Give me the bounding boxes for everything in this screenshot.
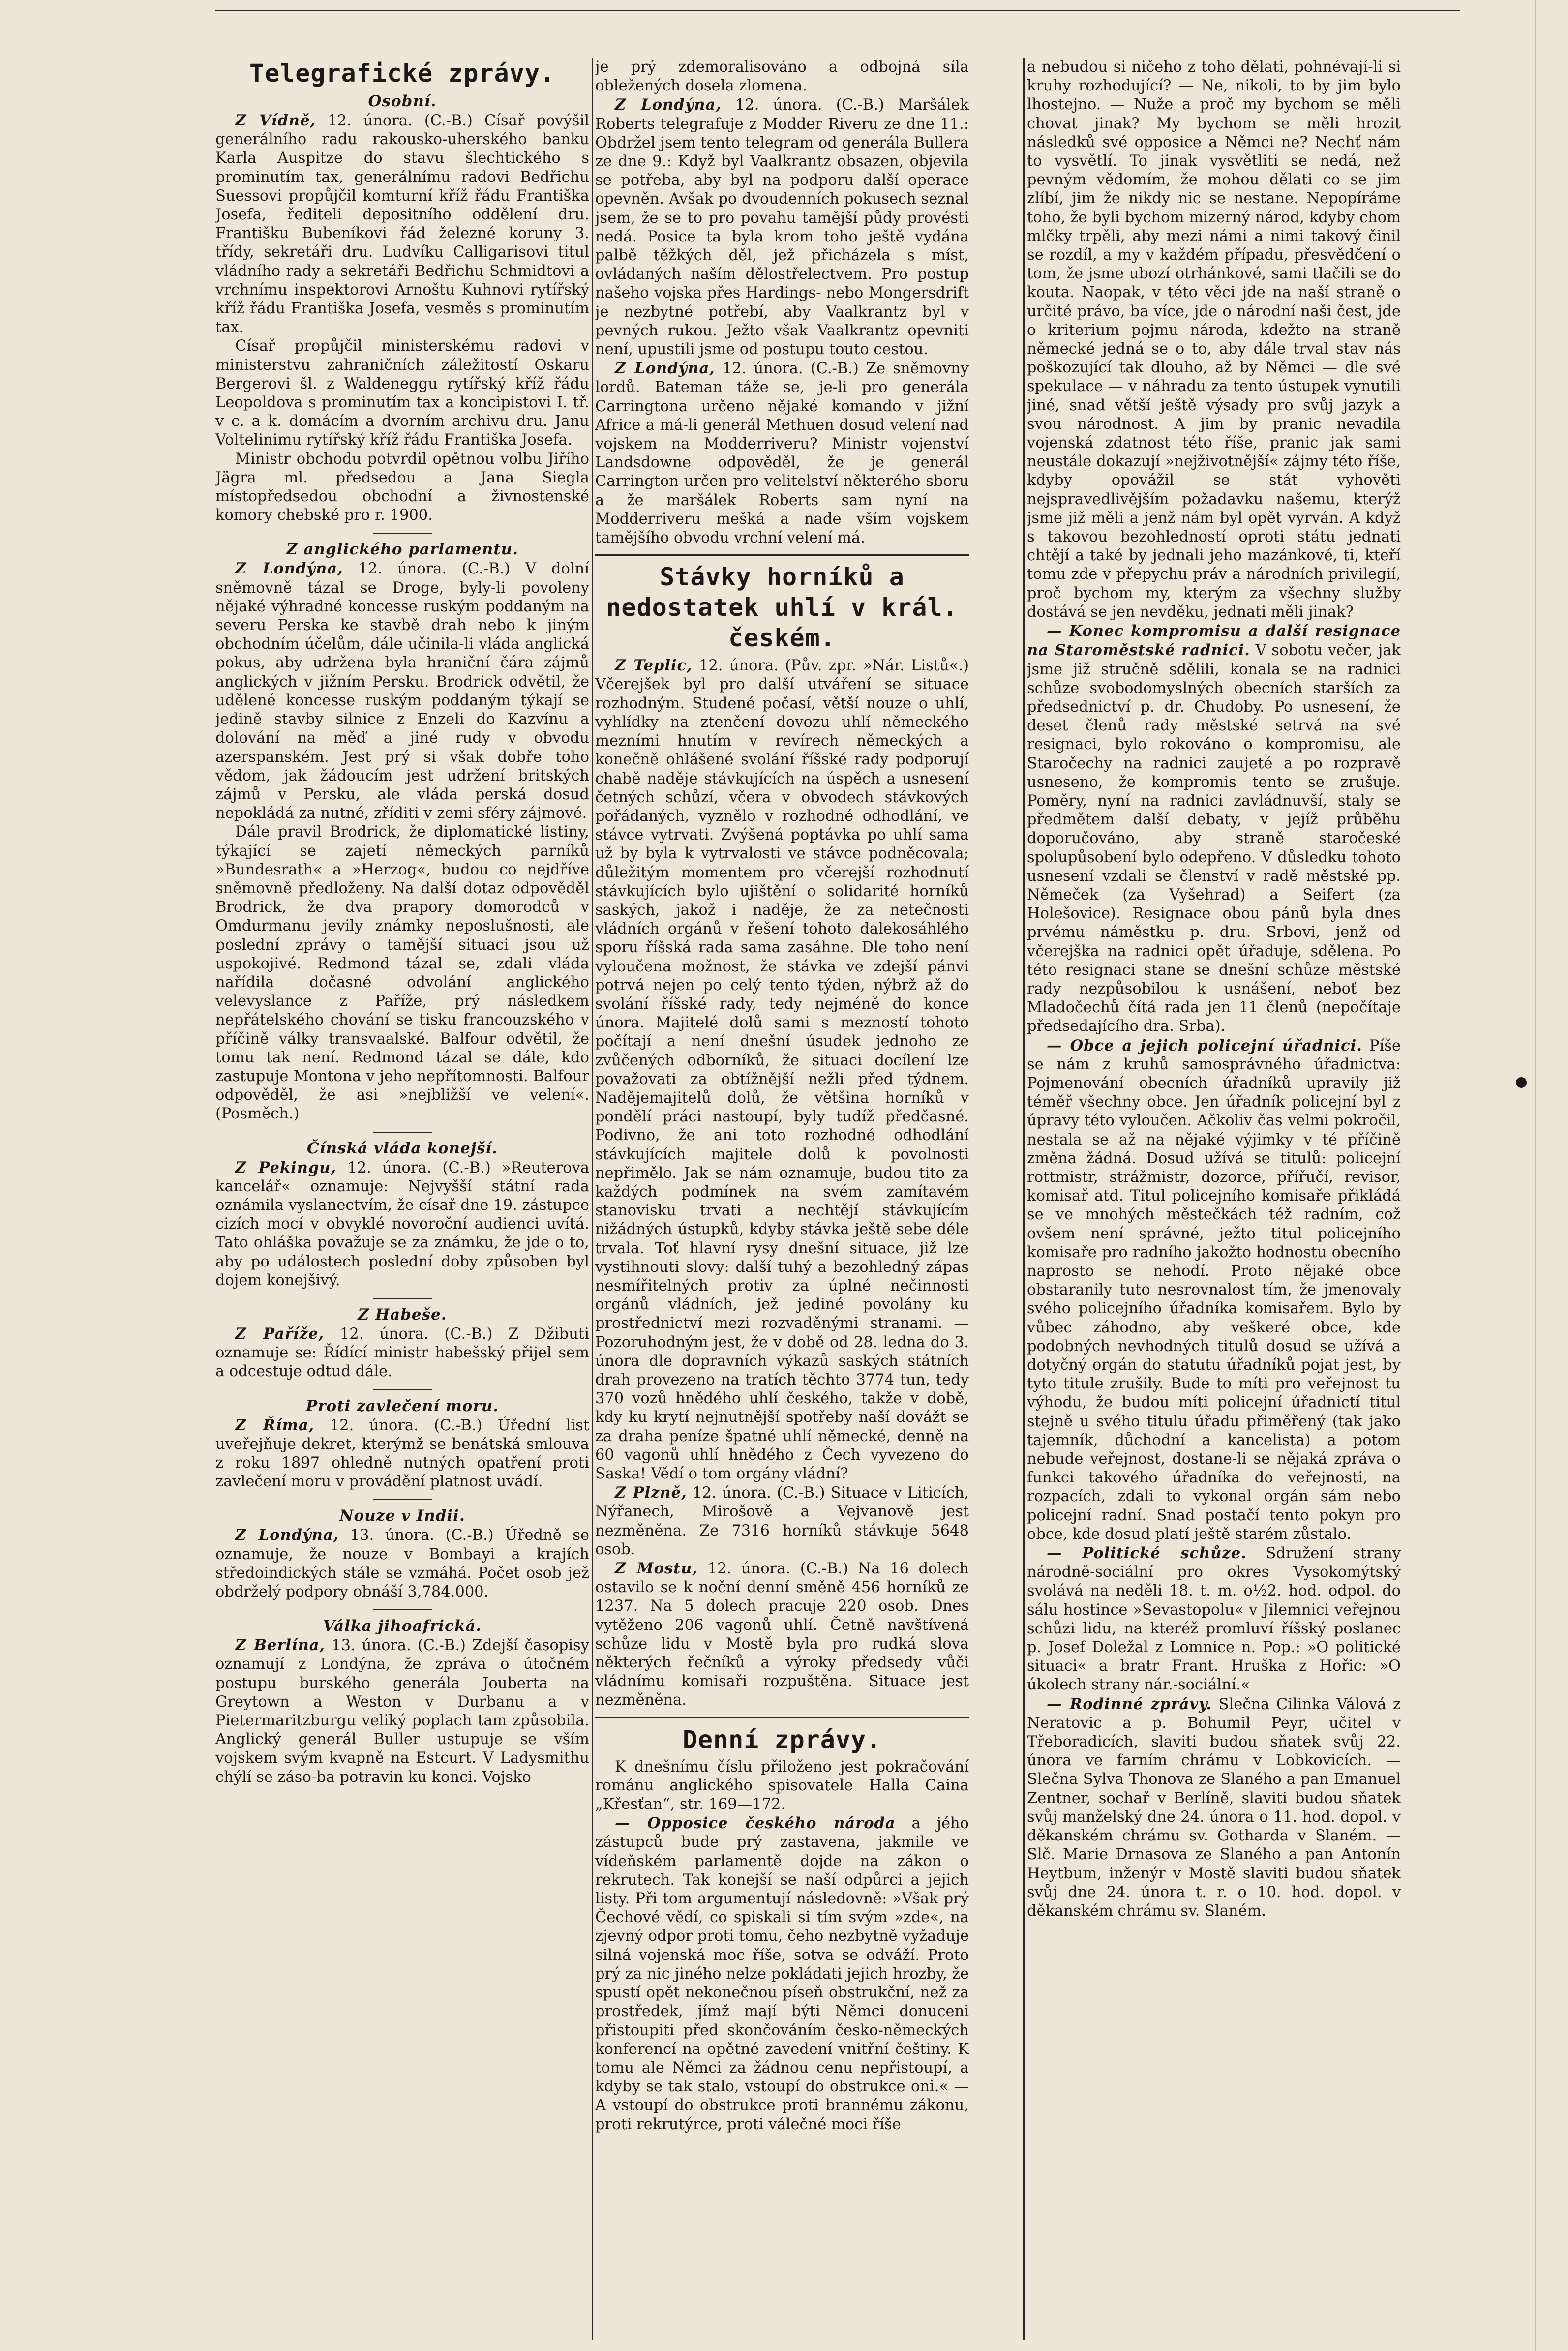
article-text: 12. února. (C.-B.) Maršálek Roberts telegrafuje z Modder Riveru ze dne 11.: Obdržel jsem tento telegram od generála Bullera ze dne 9.: Když byl Vaalkrantz obsazen, objevila se potřeba, aby byl na podporu další operace opevněn. Avšak po dvoudenních pokusech seznal jsem, že se to pro povahu tamější půdy provésti nedá. Posice ta byla krom toho ještě vydána palbě těžkých děl, jež přicházela s míst, ovládaných naším dělostřelectvem. Pro postup našeho vojska přes Hardings- nebo Mongersdrift je nezbytné potřebí, aby Vaalkrantz byl v pevných rukou. Ježto však Vaalkrantz opevniti není, upustili jsme od postupu touto cestou. bbox=[595, 96, 969, 359]
dateline: Z Londýna, bbox=[615, 360, 715, 378]
article-paragraph bbox=[1027, 1036, 1401, 1544]
article-heading: Čínská vláda konejší. bbox=[307, 1139, 498, 1157]
dateline: — Politické schůze. bbox=[1047, 1544, 1247, 1563]
article-text: 13. února. (C.-B.) Úředně se oznamuje, že nouze v Bombayi a krajích středoindických stále se vzmáhá. Počet osob jež obdrželý podpory obnáší 3,784.000. bbox=[215, 1527, 589, 1601]
article-paragraph bbox=[595, 1559, 969, 1710]
article-paragraph bbox=[1027, 1695, 1401, 1921]
article-text: 12. února. (C.-B.) V dolní sněmovně tázal se Droge, byly-li povoleny nějaké výhradné koncesse ruským poddaným na severu Perska ke stavbě drah nebo k jiným obchodním účelům, dále učinila-li vláda anglická pokus, aby udržena byla hraniční čára zájmů anglických v jižním Persku. Brodrick odvětil, že udělené koncesse ruským poddaným týkají se jedině stavby silnice z Enzeli do Kazvínu a dolování na měď a jiné rudy v obvodu azerspanském. Jest prý si však dobře toho vědom, jak žádoucím jest udržení britských zájmů v Persku, ale vláda perská dosud nepokládá za nutné, zříditi v zemi sféry zájmové. bbox=[215, 560, 589, 822]
article-paragraph bbox=[215, 450, 589, 525]
article-paragraph bbox=[215, 1325, 589, 1382]
article-paragraph bbox=[215, 559, 589, 823]
article-paragraph bbox=[595, 359, 969, 547]
dateline: Z Paříže, bbox=[235, 1325, 324, 1343]
article-paragraph bbox=[215, 1416, 589, 1492]
article-paragraph bbox=[215, 111, 589, 337]
section-masthead: Telegrafické zprávy. bbox=[249, 59, 556, 88]
column-middle bbox=[595, 58, 969, 2330]
article-text: je prý zdemoralisováno a odbojná síla obležených dosela zlomena. bbox=[595, 59, 969, 95]
article-paragraph bbox=[595, 58, 969, 95]
article-heading: Nouze v Indii. bbox=[339, 1507, 465, 1525]
dateline: Z Teplic, bbox=[615, 657, 693, 675]
dateline: Z Plzně, bbox=[615, 1484, 687, 1502]
punch-hole-mark bbox=[1516, 1077, 1527, 1088]
article-text: 12. února. (Pův. zpr. »Nár. Listů«.) Včerejšek byl pro další utváření se situace rozhodným. Studené počasí, větší nouze o uhlí, vyhlídky na ztenčení dovozu uhlí německého mezními hnutím v revírech německých a konečně ohlášené svolání říšské rady podporují chabě naděje stávkujících na úspěch a usnesení četných schůzí, včera v obvodech stávkových pořádaných, vyznělo v rozhodné odhodlání, ve stávce vytrvati. Zvýšená poptávka po uhlí sama už by byla k vytrvalosti ve stávce podněcovala; důležitým momentem pro včerejší rozhodnutí stávkujících bylo ujištění o solidarité horníků saských, jakož i naděje, že za netečnosti vládních orgánů v řešení tohoto dalekosáhlého sporu říšská rada sama zasáhne. Dle toho není vyloučena možnost, že stávka ve zdejší pánvi potrvá nejen po celý tento týden, nýbrž až do svolání říšské rady, tedy nejméně do konce února. Majitelé dolů sami s mezností tohoto počítají a není dnešní úsudek jednoho ze zvůčených odborníků, že situaci docílení lze považovati za obtížnější nežli před týdnem. Nadějemajitelů dolů, že většina horníků v pondělí práci nastoupí, byly tudíž předčasné. Podivno, že ani toto rozhodné odhodlání stávkujících majitele dolů k povolnosti nepřimělo. Jak se nám oznamuje, budou tito za každých podmínek na svém zamítavém stanovisku trvati a nechtějí stávkujícím nižádných ústupků, kdyby stávka ještě sebe déle trvala. Toť hlavní rysy dnešní situace, již lze vystihnouti slovy: další tuhý a bezohledný zápas nesmířitelných protiv za úplné nečinnosti orgánů vládních, jež jediné povolány ku prostřednictví mezi rozvaděnými stranami. — Pozoruhodným jest, že v době od 28. ledna do 3. února dle dopravních výkazů saských státních drah provezeno na tratích těchto 3774 tun, tedy 370 vozů hnědého uhlí českého, takže v době, kdy ku krytí nejnutnější spotřeby naší dovážt se za draha peníze špatné uhlí německé, denně na 60 vagonů uhlí hnědého z Čech vyvezeno do Saska! Vědí o tom orgány vládní? bbox=[595, 657, 969, 1483]
dateline: Z Londýna, bbox=[235, 1526, 339, 1544]
section-masthead: Stávky horníků a nedostatek uhlí v král. českém. bbox=[595, 554, 969, 653]
column-right bbox=[1027, 58, 1401, 2330]
article-heading: Válka jihoafrická. bbox=[323, 1617, 482, 1635]
dateline: Z Vídně, bbox=[235, 112, 316, 129]
dateline: Z Londýna, bbox=[615, 96, 722, 114]
separator-line bbox=[373, 1132, 432, 1133]
article-paragraph bbox=[595, 1814, 969, 2134]
article-text: Císař propůjčil ministerskému radovi v ministerstvu zahraničních záležitostí Oskaru Bergerovi šl. z Waldeneggu rytířský kříž řádu Leopoldova s prominutím tax a koncipistovi I. tř. v c. a k. domácím a dvorním archivu dru. Janu Voltelinimu rytířský kříž řádu Františka Josefa. bbox=[215, 337, 589, 449]
separator-line bbox=[373, 1298, 432, 1299]
article-paragraph bbox=[1027, 622, 1401, 1036]
article-paragraph bbox=[595, 1758, 969, 1814]
separator-line bbox=[373, 1609, 432, 1610]
article-heading: Z Habeše. bbox=[358, 1305, 447, 1324]
article-paragraph bbox=[595, 1483, 969, 1559]
article-text: a nebudou si ničeho z toho dělati, pohnévají-li si kruhy rozhodující? — Ne, nikoli, to by jim bylo lhostejno. — Nuže a proč my bychom se měli chovat jinak? My bychom se měli hrozit následků své opposice a Němci ne? Nechť nám to vysvětlí. To jinak vysvětliti se nedá, než pevným vědomím, že mohou dělati co se jim zlíbí, jim že nikdy nic se nestane. Nepopíráme toho, že byli bychom mizerný národ, kdyby chom mlčky trpěli, aby mezi námi a nimi takový činil se rozdíl, a my v každém případu, přesvědčení o tom, že jsme ubozí otrhánkové, sami tlačili se do kouta. Naopak, v této věci jde na naší straně o určité právo, ba více, jde o národní naši čest, jde o kriterium pojmu národa, kdežto na straně německé jedná se o to, aby dále trval stav nás poškozující tak dlouho, až by Němci — dle své spekulace — v náhradu za tento ústupek vynutili jiné, snad větší ještě výsady pro svůj jazyk a svou národnost. A jim by pranic nevadila vojenská zdatnost této říše, pranic jak sami neustále dokazují »nejživotnější« zájmy této říše, kdyby opovážil se stát vyhověti nejspravedlivějším požadavku našemu, kterýž jsme již měli a jenž nám byl opět vyrván. A když s takovou bezohledností oproti státu jednati chtějí a také by jednali jeho mazánkové, ti, kteří tomu zde v přepychu práv a národních privilegií, proč bychom my, kterým za všechny služby dostává se jen nevděku, jednati měli jinak? bbox=[1027, 59, 1401, 621]
column-rule bbox=[592, 58, 593, 2340]
article-text: Sdružení strany národně-sociální pro okres Vysokomýtský svolává na neděli 18. t. m. o½2. hod. odpol. do sálu hostince »Sevastopolu« v Jilemnici veřejnou schůzi lidu, na kteréž promluví říšský poslanec p. Josef Doležal z Lomnice n. Pop.: »O politické situaci« a bratr Frant. Hruška z Hořic: »O úkolech strany nár.-sociální.« bbox=[1027, 1545, 1401, 1694]
dateline: Z Pekingu, bbox=[235, 1158, 337, 1176]
article-text: V sobotu večer, jak jsme již stručně sdělili, konala se na radnici schůze svobodomyslných obecních starších za předsednictví p. dr. Chudoby. Po usnesení, že deset členů rady městské setrvá na své resignaci, bylo rokováno o kompromisu, ale Staročechy na radnici zaujeté a po rozpravě usneseno, že kompromis tento se zrušuje. Poměry, nyní na radnici zavládnuvší, staly se předmětem další debaty, v jejíž průběhu doporučováno, aby straně staročeské spolupůsobení bylo odepřeno. V důsledku tohoto usnesení vzdali se členství v radě městské pp. Němeček (za Vyšehrad) a Seifert (za Holešovice). Resignace obou pánů byla dnes prvému náměstku p. dru. Srbovi, jenž od včerejška na radnici opět úřaduje, sdělena. Po této resignaci stane se dnešní schůze městské rady nezpůsobilou k usnášení, neboť bez Mladočechů čítá rada jen 11 členů (nepočítaje předsedajícího dra. Srba). bbox=[1027, 642, 1401, 1035]
article-paragraph bbox=[595, 95, 969, 359]
dateline: Z Berlína, bbox=[235, 1636, 326, 1655]
article-text: Slečna Cilinka Válová z Neratovic a p. Bohumil Peyr, učitel v Třeboradicích, slaviti budou sňatek svůj 22. února ve farním chrámu v Lobkovicích. — Slečna Sylva Thonova ze Slaného a pan Emanuel Zentner, sochař v Berlíně, slaviti budou sňatek svůj manželský dne 24. února o 11. hod. dopol. v děkanském chrámu sv. Gotharda v Slaném. — Slč. Marie Drnasova ze Slaného a pan Antonín Heytbum, inženýr v Mostě slaviti budou sňatek svůj dne 24. února t. r. o 10. hod. dopol. v děkanském chrámu sv. Slaném. bbox=[1027, 1695, 1401, 1920]
section-masthead: Denní zprávy. bbox=[595, 1717, 969, 1755]
article-text: 12. února. (C.-B.) Císař povýšil generálního radu rakousko-uherského banku Karla Auspitze do stavu šlechtického s prominutím tax, generálnímu radovi Bedřichu Suessovi propůjčil komturní kříž řádu Františka Josefa, řediteli depositního oddělení dru. Františku Bubeníkovi řád železné koruny 3. třídy, sekretáři dru. Ludvíku Calligarisovi titul vládního rady a sekretáři Bedřichu Schmidtovi a vrchnímu inspektorovi Arnoštu Kuhnovi rytířský kříž řádu Františka Josefa, vesměs s prominutím tax. bbox=[215, 112, 589, 336]
separator-line bbox=[373, 533, 432, 534]
article-paragraph bbox=[595, 656, 969, 1483]
page-edge bbox=[1535, 0, 1568, 2351]
article-heading: Proti zavlečení moru. bbox=[305, 1397, 499, 1415]
article-text: a jého zástupců bude prý zastavena, jakmile ve vídeňském parlamentě dojde na zákon o rekrutech. Tak konejší se naší odpůrci a jejich listy. Při tom argumentují následovně: »Však prý Čechové vědí, co spiskali si tím svým »zde«, na zjevný odpor proti tomu, čeho nezbytně vyžaduje silná vojenská moc říše, sotva se odváží. Proto prý za nic jiného nelze pokládati jejich hrozby, že spustí opět nekonečnou píseň obstrukční, než za prostředek, jímž mají býti Němci donuceni přistoupiti před skončováním česko-německých konferencí na opětné zavedení vnitřní češtiny. K tomu ale Němci za žádnou cenu nepřistoupí, a kdyby se tak stalo, vstoupí do obstrukce oni.« — A vstoupí do obstrukce proti brannému zákonu, proti rekrutýrce, proti válečné moci říše bbox=[595, 1815, 969, 2133]
dateline: Z Říma, bbox=[235, 1416, 315, 1434]
article-text: 12. února. (C.-B.) Na 16 dolech ostavilo se k noční denní směně 456 horníků ze 1237. Na 5 dolech pracuje 220 osob. Dnes vytěženo 206 vagonů uhlí. Četně navštívená schůze lidu v Mostě byla pro rudká slova některých řečníků a výroky předsedy vůči vládnímu komisaři rozpuštěna. Situace jest nezměněna. bbox=[595, 1560, 969, 1709]
article-heading: Z anglického parlamentu. bbox=[286, 541, 519, 559]
top-rule bbox=[215, 10, 1460, 11]
article-text: Píše se nám z kruhů samosprávného úřadnictva: Pojmenování obecních úřadníků upravily již téměř všechny obce. Jen úřadník policejní byl z úpravy této vyloučen. Ačkoliv čas velmi pokročil, nestala se až na nějaké výjimky v té příčině změna žádná. Dosud užívá se titulů: policejní rottmistr, strážmistr, dozorce, přířučí, revisor, komisař atd. Titul policejního komisaře přikládá se ve mnohých městečkách též radním, což ovšem není správné, ježto titul policejního komisaře pro radního jakožto hodnostu obecního naprosto se nehodí. Proto nějaké obce obstaranily tuto nesrovnalost tím, že jmenovaly svého policejního úřadníka komisařem. Bylo by vůbec záhodno, aby veškeré obce, kde podobných nevhodných titulů dosud se užívá a dotyčný orgán do statutu úřadníků pojat jest, by tyto titule zrušily. Bude to míti pro veřejnost tu výhodu, že budou míti policejní úřadnictí titul stejně u svého titulu úřadu přiměřený (tak jako tajemník, důchodní a kancelista) a potom nebude veřejnost, dostane-li se nějaká zpráva o funkci takového úřadníka do veřejnosti, na rozpacích, zdali to vykonal orgán sám nebo policejní radní. Snad postačí tento pokyn pro obce, kde dosud platí ještě starém zůstalo. bbox=[1027, 1037, 1401, 1543]
article-paragraph bbox=[1027, 58, 1401, 622]
article-text: 12. února. (C.-B.) Úřední list uveřejňuje dekret, kterýmž se benátská smlouva z roku 1897 ohledně nutných opatření proti zavlečení moru v provádění platnost uvádí. bbox=[215, 1417, 589, 1491]
dateline: — Opposice českého národa bbox=[615, 1814, 896, 1833]
article-text: 12. února. (C.-B.) »Reuterova kancelář« oznamuje: Nejvyšší státní rada oznámila vyslanectvím, že císař dne 19. zástupce cizích mocí v obvyklé novoroční audienci uvítá. Tato ohláška považuje se za známku, že jde o to, aby po událostech poslední doby způsoben byl dojem konejšivý. bbox=[215, 1159, 589, 1289]
separator-line bbox=[373, 1499, 432, 1500]
dateline: — Obce a jejich policejní úřadnici. bbox=[1047, 1036, 1362, 1055]
article-text: Ministr obchodu potvrdil opětnou volbu Jiřího Jägra ml. předsedou a Jana Siegla místopředsedou obchodní a živnostenské komory chebské pro r. 1900. bbox=[215, 450, 589, 524]
article-text: 13. února. (C.-B.) Zdejší časopisy oznamují z Londýna, že zpráva o útočném postupu burského generála Jouberta na Greytown a Weston v Durbanu a v Pietermaritzburgu veliký poplach tam způsobila. Anglický generál Buller ustupuje se vším vojskem svým kvapně na Estcurt. V Ladysmithu chýlí se záso-ba potravin ku konci. Vojsko bbox=[215, 1637, 589, 1786]
article-paragraph bbox=[215, 1526, 589, 1601]
article-paragraph bbox=[215, 337, 589, 450]
article-text: Dále pravil Brodrick, že diplomatické listiny, týkající se zajetí německých parníků »Bundesrath« a »Herzog«, budou co nejdříve sněmovně předloženy. Na další dotaz odpověděl Brodrick, že dva prapory domorodců v Omdurmanu jevily známky neposlušnosti, ale poslední zprávy o tamější situaci jsou už uspokojivé. Redmond tázal se, zdali vláda nařídila dočasné odvolání anglického velevyslance z Paříže, prý následkem nepřátelského chování se tisku francouzského v příčině války transvaalské. Balfour odvětil, že tomu tak není. Redmond tázal se dále, kdo zastupuje Montona v jeho nepřítomnosti. Balfour odpověděl, že asi »nejbližší ve velení«. (Posměch.) bbox=[215, 823, 589, 1123]
column-rule bbox=[1023, 58, 1025, 2340]
article-paragraph bbox=[215, 823, 589, 1123]
dateline: — Rodinné zprávy. bbox=[1047, 1695, 1212, 1713]
article-text: K dnešnímu číslu přiloženo jest pokračování románu anglického spisovatele Halla Caina „Křesťan“, str. 169—172. bbox=[595, 1758, 969, 1813]
article-paragraph bbox=[1027, 1544, 1401, 1695]
dateline: — Konec kompromisu a další resignace na Staroměstské radnici. bbox=[1027, 622, 1401, 660]
article-text: 12. února. (C.-B.) Ze sněmovny lordů. Bateman táže se, je-li pro generála Carringtona určeno nějaké komando v jižní Africe a má-li generál Methuen dosud velení nad vojskem na Modderriveru? Ministr vojenství Landsdowne odpověděl, že je generál Carrington určen pro velitelství některého sboru a že maršálek Roberts sam nyní na Modderriveru mešká a nade vším vojskem tamějšího obvodu vrchní velení má. bbox=[595, 360, 969, 547]
article-heading: Osobní. bbox=[368, 92, 437, 110]
article-text: 12. února. (C.-B.) Z Džibuti oznamuje se: Řídící ministr habešský přijel sem a odcestuje odtud dále. bbox=[215, 1325, 589, 1381]
article-paragraph bbox=[215, 1636, 589, 1787]
article-paragraph bbox=[215, 1158, 589, 1290]
dateline: Z Mostu, bbox=[615, 1560, 698, 1578]
separator-line bbox=[373, 1389, 432, 1390]
article-text: 12. února. (C.-B.) Situace v Liticích, Nýřanech, Mirošově a Vejvanově jest nezměněna. Ze 7316 horníků stávkuje 5648 osob. bbox=[595, 1484, 969, 1558]
column-left bbox=[215, 58, 589, 2330]
dateline: Z Londýna, bbox=[235, 560, 343, 578]
